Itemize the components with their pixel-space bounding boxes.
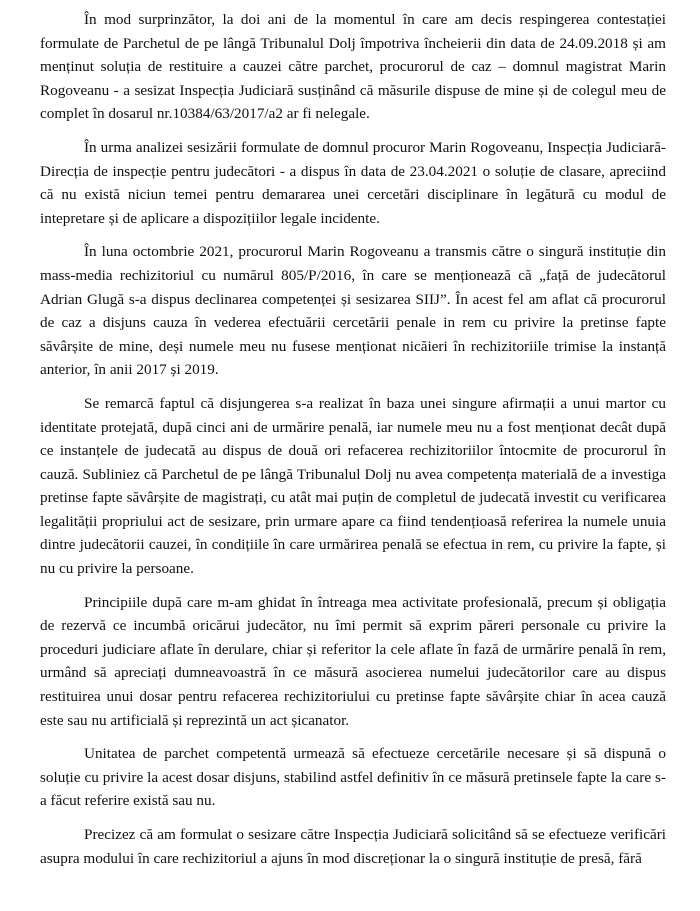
document-body (40, 8, 666, 870)
paragraph-7: Precizez că am formulat o sesizare către Inspecția Judiciară solicitând să se efectueze verificări asupra modului în care rechizitoriul a ajuns în mod discreționar la o singură instituție de presă, fără (40, 826, 666, 867)
paragraph-5: Principiile după care m-am ghidat în întreaga mea activitate profesională, precum și obligația de rezervă ce incumbă oricărui judecător, nu îmi permit să exprim păreri personale cu privire la proceduri judiciare aflate în derulare, chiar și referitor la cele aflate în fază de urmărire penală în rem, urmând să apreciați dumneavoastră în ce măsură asocierea numelui judecătorilor care au dispus restituirea unui dosar pentru refacerea rechizitoriului cu pretinse fapte săvârșite chiar în acea cauză este sau nu artificială și reprezintă un act șicanator. (40, 593, 666, 729)
paragraph-4: Se remarcă faptul că disjungerea s-a realizat în baza unei singure afirmații a unui martor cu identitate protejată, după cinci ani de urmărire penală, iar numele meu nu a fost menționat decât după ce instanțele de judecată au dispus de două ori refacerea rechizitoriilor întocmite de procurorul în cauză. Subliniez că Parchetul de pe lângă Tribunalul Dolj nu avea competența materială de a investiga pretinse fapte săvârșite de magistrați, cu atât mai puțin de completul de judecată investit cu verificarea legalității propriului act de sesizare, prin urmare apare ca fiind tendențioasă referirea la numele unuia dintre judecătorii cauzei, în condițiile în care urmărirea penală se efectua in rem, cu privire la fapte, și nu cu privire la persoane. (40, 394, 666, 578)
paragraph-1: În mod surprinzător, la doi ani de la momentul în care am decis respingerea contestației formulate de Parchetul de pe lângă Tribunalul Dolj împotriva încheierii din data de 24.09.2018 și am menținut soluția de restituire a cauzei către parchet, procurorul de caz – domnul magistrat Marin Rogoveanu - a sesizat Inspecția Judiciară susținând că măsurile dispuse de mine și de colegul meu de complet în dosarul nr.10384/63/2017/a2 ar fi nelegale. (40, 11, 666, 123)
paragraph-6: Unitatea de parchet competentă urmează să efectueze cercetările necesare și să dispună o soluție cu privire la acest dosar disjuns, stabilind astfel definitiv în ce măsură pretinsele fapte la care s-a făcut referire există sau nu. (40, 745, 666, 810)
paragraph-2: În urma analizei sesizării formulate de domnul procuror Marin Rogoveanu, Inspecția Judiciară-Direcția de inspecție pentru judecători - a dispus în data de 23.04.2021 o soluție de clasare, apreciind că nu există niciun temei pentru demararea unei cercetări disciplinare în legătură cu modul de intepretare și de aplicare a dispozițiilor legale incidente. (40, 138, 666, 227)
paragraph-3: În luna octombrie 2021, procurorul Marin Rogoveanu a transmis către o singură instituție din mass-media rechizitoriul cu numărul 805/P/2016, în care se menționează că „față de judecătorul Adrian Glugă s-a dispus declinarea competenței și sesizarea SIIJ”. În acest fel am aflat că procurorul de caz a disjuns cauza în vederea efectuării cercetării penale in rem cu privire la pretinse fapte săvârșite de mine, deși numele meu nu fusese menționat nicăieri în rechizitoriile trimise la instanță anterior, în anii 2017 și 2019. (40, 243, 666, 379)
